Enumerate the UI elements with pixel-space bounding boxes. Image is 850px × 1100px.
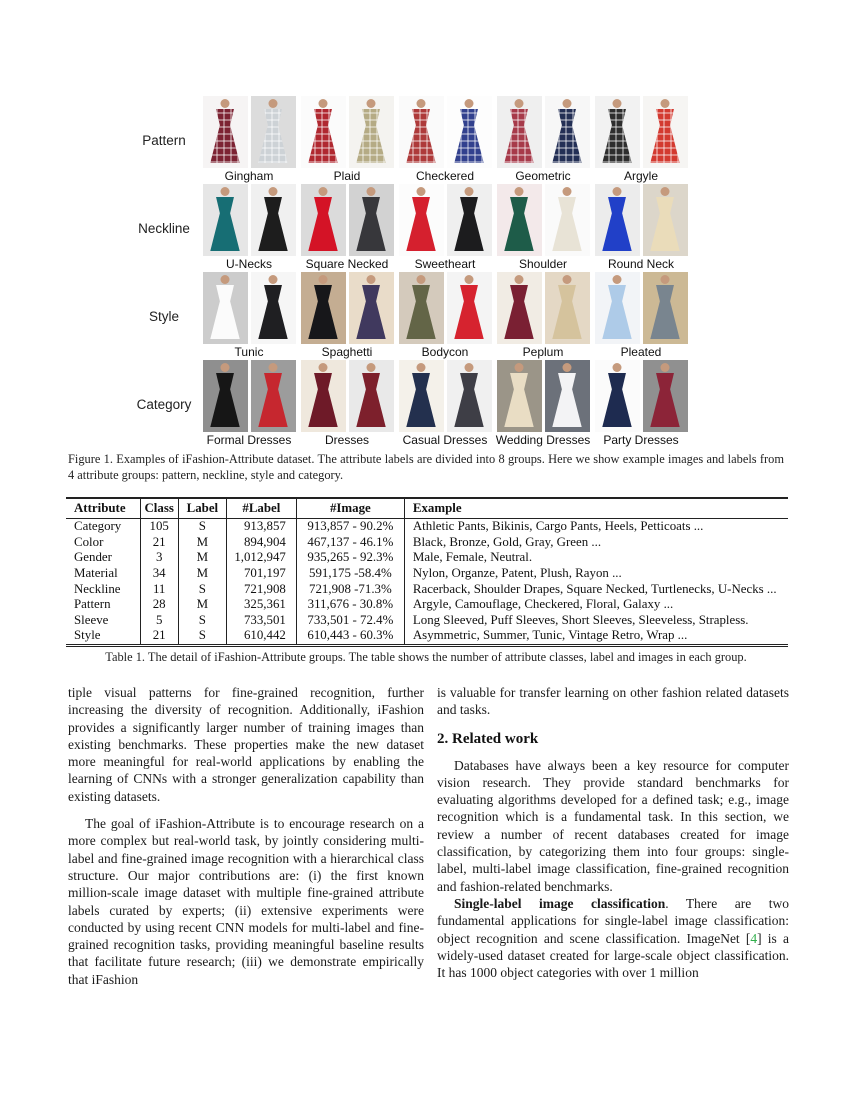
cell-label: M bbox=[178, 597, 226, 613]
fashion-image bbox=[399, 96, 444, 168]
section-heading: 2. Related work bbox=[437, 730, 539, 747]
fashion-image bbox=[251, 360, 296, 432]
garment-shape bbox=[503, 109, 535, 163]
person-head bbox=[319, 187, 328, 196]
cell-class: 28 bbox=[140, 597, 178, 613]
group-label: Spaghetti bbox=[321, 345, 373, 359]
cell-attribute: Material bbox=[74, 566, 118, 581]
cell-attribute: Color bbox=[74, 534, 104, 549]
person-head bbox=[367, 187, 376, 196]
neckline-groups bbox=[200, 184, 690, 272]
fashion-image bbox=[545, 360, 590, 432]
garment-shape bbox=[649, 285, 681, 339]
header-attribute: Attribute bbox=[66, 498, 140, 519]
cell-example: Nylon, Organze, Patent, Plush, Rayon ... bbox=[404, 566, 788, 582]
header-class: Class bbox=[140, 498, 178, 519]
fashion-image bbox=[349, 184, 394, 256]
pattern-groups bbox=[200, 96, 690, 184]
fashion-image bbox=[545, 96, 590, 168]
group-label: Casual Dresses bbox=[402, 433, 488, 447]
group-label: Argyle bbox=[623, 169, 658, 183]
cell-label: M bbox=[178, 566, 226, 582]
cell-attribute: Sleeve bbox=[74, 612, 109, 627]
garment-shape bbox=[601, 285, 633, 339]
cell-label: M bbox=[178, 535, 226, 551]
person-head bbox=[613, 99, 622, 108]
cell-label: S bbox=[178, 519, 226, 535]
person-head bbox=[661, 187, 670, 196]
garment-shape bbox=[405, 285, 437, 339]
fashion-image bbox=[497, 96, 542, 168]
garment-shape bbox=[551, 285, 583, 339]
row-label-style: Style bbox=[148, 308, 179, 324]
garment-shape bbox=[257, 373, 289, 427]
paragraph: Databases have always been a key resource for computer vision research. They provide standard benchmarks for evaluating algorithms developed for a defined task; e.g., image recognition which is a fundamental task. In this section, we review a number of recent databases created for image classification, by categorizing them into four groups: single-label, multi-label image classification, fine-grained recognition and fashion-related benchmarks. bbox=[437, 757, 789, 894]
garment-shape bbox=[355, 197, 387, 251]
paragraph: tiple visual patterns for fine-grained recognition, further increasing the diversity of recognition. Additionally, iFashion provides a significantly larger number of training images than existing benchmarks. These properties make the new dataset more meaningful for real-world applications by enabling the learning of CNNs with a stronger generalization capability than existing datasets. bbox=[68, 685, 424, 804]
table-row bbox=[66, 613, 788, 629]
garment-shape bbox=[453, 197, 485, 251]
person-head bbox=[613, 363, 622, 372]
person-head bbox=[221, 275, 230, 284]
figure-row-neckline bbox=[128, 184, 690, 272]
cell-example: Male, Female, Neutral. bbox=[404, 550, 788, 566]
attributes-table-wrap bbox=[66, 497, 788, 647]
table-row bbox=[66, 550, 788, 566]
cell-num-image: 935,265 - 92.3% bbox=[296, 550, 404, 566]
attribute-group-geometric bbox=[494, 96, 592, 184]
garment-shape bbox=[257, 109, 289, 163]
garment-shape bbox=[649, 109, 681, 163]
person-head bbox=[269, 99, 278, 108]
cell-class: 21 bbox=[140, 628, 178, 645]
attributes-table bbox=[66, 497, 788, 647]
fashion-image bbox=[643, 360, 688, 432]
attribute-group-dresses bbox=[298, 360, 396, 448]
group-label: Pleated bbox=[620, 345, 662, 359]
group-label: Geometric bbox=[515, 169, 571, 183]
garment-shape bbox=[405, 373, 437, 427]
attribute-group-pleated bbox=[592, 272, 690, 360]
cell-label: M bbox=[178, 550, 226, 566]
row-label-pattern: Pattern bbox=[142, 132, 186, 148]
cell-num-label: 325,361 bbox=[226, 597, 296, 613]
group-label: Tunic bbox=[234, 345, 264, 359]
garment-shape bbox=[551, 373, 583, 427]
paragraph: The goal of iFashion-Attribute is to encourage research on a more complex but real-world task, by jointly considering multi-label and fine-grained image recognition with a hierarchical class structure. Our major contributions are: (i) the first known million-scale image dataset with multiple fine-grained attribute labels curated by experts; (ii) extensive experiments were conducted by using recent CNN models for multi-label and fine-grained recognition tasks, providing meaningful baseline results that facilitate future research; (iii) we demonstrate empirically that iFashion bbox=[68, 816, 424, 987]
attribute-group-shoulder bbox=[494, 184, 592, 272]
attribute-group-casual-dresses bbox=[396, 360, 494, 448]
fashion-image bbox=[447, 96, 492, 168]
cell-num-label: 721,908 bbox=[226, 581, 296, 597]
group-label: Formal Dresses bbox=[206, 433, 292, 447]
fashion-image bbox=[545, 272, 590, 344]
attribute-group-peplum bbox=[494, 272, 592, 360]
fashion-image bbox=[643, 184, 688, 256]
garment-shape bbox=[209, 109, 241, 163]
garment-shape bbox=[601, 109, 633, 163]
fashion-image bbox=[399, 272, 444, 344]
person-head bbox=[319, 363, 328, 372]
cell-num-image: 311,676 - 30.8% bbox=[296, 597, 404, 613]
cell-num-label: 913,857 bbox=[226, 519, 296, 535]
fashion-image bbox=[301, 272, 346, 344]
cell-attribute: Pattern bbox=[74, 597, 111, 612]
person-head bbox=[319, 275, 328, 284]
group-label: Party Dresses bbox=[603, 433, 679, 447]
header-label: Label bbox=[178, 498, 226, 519]
fashion-image bbox=[447, 272, 492, 344]
fashion-image bbox=[251, 272, 296, 344]
fashion-image bbox=[301, 184, 346, 256]
fashion-image bbox=[595, 272, 640, 344]
header-num-image: #Image bbox=[296, 498, 404, 519]
fashion-image bbox=[643, 272, 688, 344]
cell-class: 3 bbox=[140, 550, 178, 566]
category-groups bbox=[200, 360, 690, 448]
paragraph bbox=[437, 895, 789, 981]
group-label: U-Necks bbox=[225, 257, 272, 271]
cell-num-label: 894,904 bbox=[226, 535, 296, 551]
garment-shape bbox=[307, 285, 339, 339]
group-label: Gingham bbox=[224, 169, 274, 183]
figure-row-category bbox=[128, 360, 690, 448]
garment-shape bbox=[649, 197, 681, 251]
body-right-column bbox=[437, 684, 789, 988]
person-head bbox=[269, 363, 278, 372]
row-label-category: Category bbox=[136, 396, 192, 412]
fashion-image bbox=[595, 96, 640, 168]
attribute-group-spaghetti bbox=[298, 272, 396, 360]
attribute-group-square-necked bbox=[298, 184, 396, 272]
cell-num-image: 721,908 -71.3% bbox=[296, 581, 404, 597]
garment-shape bbox=[649, 373, 681, 427]
attribute-group-wedding-dresses bbox=[494, 360, 592, 448]
person-head bbox=[417, 187, 426, 196]
paragraph-lead-bold: Single-label image classification bbox=[454, 895, 666, 911]
fashion-image bbox=[447, 184, 492, 256]
attribute-group-gingham bbox=[200, 96, 298, 184]
garment-shape bbox=[503, 285, 535, 339]
fashion-image bbox=[349, 96, 394, 168]
attribute-group-argyle bbox=[592, 96, 690, 184]
cell-label: S bbox=[178, 581, 226, 597]
cell-class: 11 bbox=[140, 581, 178, 597]
cell-num-image: 913,857 - 90.2% bbox=[296, 519, 404, 535]
header-num-label: #Label bbox=[226, 498, 296, 519]
person-head bbox=[661, 99, 670, 108]
table-row bbox=[66, 628, 788, 645]
garment-shape bbox=[209, 197, 241, 251]
attribute-group-formal-dresses bbox=[200, 360, 298, 448]
garment-shape bbox=[503, 373, 535, 427]
cell-example: Racerback, Shoulder Drapes, Square Necked, Turtlenecks, U-Necks ... bbox=[404, 581, 788, 597]
person-head bbox=[221, 99, 230, 108]
person-head bbox=[465, 187, 474, 196]
person-head bbox=[613, 275, 622, 284]
person-head bbox=[563, 99, 572, 108]
attribute-group-bodycon bbox=[396, 272, 494, 360]
attribute-group-checkered bbox=[396, 96, 494, 184]
garment-shape bbox=[503, 197, 535, 251]
garment-shape bbox=[551, 109, 583, 163]
table-caption: Table 1. The detail of iFashion-Attribute groups. The table shows the number of attribute classes, label and images in each group. bbox=[105, 650, 747, 664]
person-head bbox=[661, 363, 670, 372]
garment-shape bbox=[355, 109, 387, 163]
table-row bbox=[66, 581, 788, 597]
figure-1 bbox=[128, 96, 690, 448]
garment-shape bbox=[209, 285, 241, 339]
person-head bbox=[417, 99, 426, 108]
person-head bbox=[417, 275, 426, 284]
table-row bbox=[66, 535, 788, 551]
group-label: Bodycon bbox=[421, 345, 469, 359]
table-header-row bbox=[66, 498, 788, 519]
person-head bbox=[661, 275, 670, 284]
fashion-image bbox=[497, 272, 542, 344]
cell-num-image: 467,137 - 46.1% bbox=[296, 535, 404, 551]
cell-num-label: 1,012,947 bbox=[226, 550, 296, 566]
table-row bbox=[66, 566, 788, 582]
cell-num-image: 733,501 - 72.4% bbox=[296, 613, 404, 629]
person-head bbox=[515, 275, 524, 284]
cell-num-image: 591,175 -58.4% bbox=[296, 566, 404, 582]
table-row bbox=[66, 519, 788, 535]
fashion-image bbox=[203, 272, 248, 344]
attribute-group-u-necks bbox=[200, 184, 298, 272]
body-text bbox=[68, 684, 789, 988]
person-head bbox=[563, 275, 572, 284]
person-head bbox=[221, 187, 230, 196]
garment-shape bbox=[307, 373, 339, 427]
group-label: Round Neck bbox=[607, 257, 675, 271]
fashion-image bbox=[349, 272, 394, 344]
fashion-image bbox=[399, 184, 444, 256]
garment-shape bbox=[257, 285, 289, 339]
attribute-group-plaid bbox=[298, 96, 396, 184]
garment-shape bbox=[405, 109, 437, 163]
cell-example: Asymmetric, Summer, Tunic, Vintage Retro, Wrap ... bbox=[404, 628, 788, 645]
group-label: Dresses bbox=[324, 433, 369, 447]
fashion-image bbox=[595, 360, 640, 432]
person-head bbox=[465, 363, 474, 372]
attribute-group-sweetheart bbox=[396, 184, 494, 272]
group-label: Plaid bbox=[333, 169, 361, 183]
group-label: Wedding Dresses bbox=[495, 433, 591, 447]
fashion-image bbox=[301, 360, 346, 432]
cell-attribute: Neckline bbox=[74, 581, 121, 596]
cell-class: 105 bbox=[140, 519, 178, 535]
fashion-image bbox=[251, 96, 296, 168]
garment-shape bbox=[453, 109, 485, 163]
group-label: Peplum bbox=[522, 345, 564, 359]
group-label: Shoulder bbox=[518, 257, 568, 271]
style-groups bbox=[200, 272, 690, 360]
fashion-image bbox=[497, 184, 542, 256]
person-head bbox=[221, 363, 230, 372]
group-label: Checkered bbox=[415, 169, 475, 183]
fashion-image bbox=[447, 360, 492, 432]
garment-shape bbox=[453, 285, 485, 339]
fashion-image bbox=[251, 184, 296, 256]
garment-shape bbox=[257, 197, 289, 251]
garment-shape bbox=[601, 197, 633, 251]
cell-example: Black, Bronze, Gold, Gray, Green ... bbox=[404, 535, 788, 551]
fashion-image bbox=[643, 96, 688, 168]
figure-caption: Figure 1. Examples of iFashion-Attribute dataset. The attribute labels are divided into 8 groups. Here we show example images and labels from 4 attribute groups: pattern, neckline, style and category. bbox=[68, 452, 784, 482]
garment-shape bbox=[453, 373, 485, 427]
figure-row-pattern bbox=[128, 96, 690, 184]
person-head bbox=[563, 187, 572, 196]
person-head bbox=[613, 187, 622, 196]
fashion-image bbox=[497, 360, 542, 432]
attribute-group-party-dresses bbox=[592, 360, 690, 448]
cell-example: Athletic Pants, Bikinis, Cargo Pants, Heels, Petticoats ... bbox=[404, 519, 788, 535]
paragraph: is valuable for transfer learning on other fashion related datasets and tasks. bbox=[437, 685, 789, 718]
attribute-group-round-neck bbox=[592, 184, 690, 272]
citation-link-4[interactable]: 4 bbox=[750, 930, 758, 946]
cell-example: Long Sleeved, Puff Sleeves, Short Sleeves, Sleeveless, Strapless. bbox=[404, 613, 788, 629]
group-label: Sweetheart bbox=[414, 257, 476, 271]
garment-shape bbox=[355, 285, 387, 339]
person-head bbox=[269, 275, 278, 284]
garment-shape bbox=[355, 373, 387, 427]
cell-example: Argyle, Camouflage, Checkered, Floral, Galaxy ... bbox=[404, 597, 788, 613]
cell-num-image: 610,443 - 60.3% bbox=[296, 628, 404, 645]
person-head bbox=[515, 187, 524, 196]
garment-shape bbox=[405, 197, 437, 251]
garment-shape bbox=[307, 197, 339, 251]
fashion-image bbox=[349, 360, 394, 432]
cell-attribute: Category bbox=[74, 519, 122, 534]
cell-num-label: 733,501 bbox=[226, 613, 296, 629]
cell-class: 34 bbox=[140, 566, 178, 582]
fashion-image bbox=[301, 96, 346, 168]
person-head bbox=[367, 363, 376, 372]
header-example: Example bbox=[404, 498, 788, 519]
garment-shape bbox=[601, 373, 633, 427]
person-head bbox=[269, 187, 278, 196]
person-head bbox=[367, 275, 376, 284]
attribute-group-tunic bbox=[200, 272, 298, 360]
cell-class: 21 bbox=[140, 535, 178, 551]
group-label: Square Necked bbox=[305, 257, 389, 271]
garment-shape bbox=[209, 373, 241, 427]
person-head bbox=[515, 363, 524, 372]
cell-class: 5 bbox=[140, 613, 178, 629]
fashion-image bbox=[399, 360, 444, 432]
person-head bbox=[319, 99, 328, 108]
paragraph-text: . There are two fundamental applications for single-label image classification: object recognition and scene classification. ImageNet [ bbox=[437, 895, 789, 946]
table-row bbox=[66, 597, 788, 613]
cell-label: S bbox=[178, 613, 226, 629]
fashion-image bbox=[203, 184, 248, 256]
person-head bbox=[465, 275, 474, 284]
fashion-image bbox=[203, 360, 248, 432]
person-head bbox=[465, 99, 474, 108]
cell-label: S bbox=[178, 628, 226, 645]
garment-shape bbox=[551, 197, 583, 251]
cell-attribute: Gender bbox=[74, 550, 112, 565]
person-head bbox=[417, 363, 426, 372]
fashion-image bbox=[595, 184, 640, 256]
fashion-image bbox=[545, 184, 590, 256]
cell-num-label: 610,442 bbox=[226, 628, 296, 645]
paragraph-text: ] is a widely-used dataset created for large-scale object classification. It has 1000 object categories with over 1 million bbox=[437, 930, 789, 981]
row-label-neckline: Neckline bbox=[138, 220, 190, 236]
fashion-image bbox=[203, 96, 248, 168]
cell-attribute: Style bbox=[66, 628, 140, 645]
body-left-column bbox=[68, 684, 424, 988]
person-head bbox=[367, 99, 376, 108]
person-head bbox=[563, 363, 572, 372]
figure-row-style bbox=[128, 272, 690, 360]
cell-num-label: 701,197 bbox=[226, 566, 296, 582]
person-head bbox=[515, 99, 524, 108]
garment-shape bbox=[307, 109, 339, 163]
